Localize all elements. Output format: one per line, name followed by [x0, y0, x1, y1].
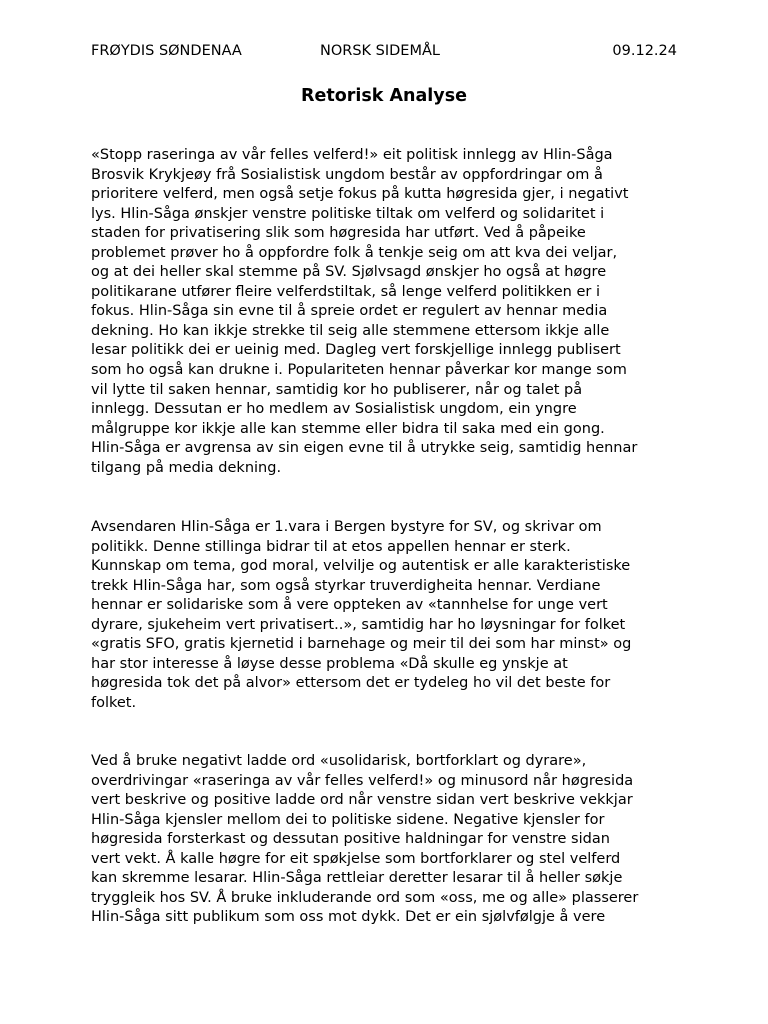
paragraph-line: «gratis SFO, gratis kjernetid i barnehage og meir til dei som har minst» og: [91, 636, 632, 653]
paragraph-line: Ved å bruke negativt ladde ord «usolidarisk, bortforklart og dyrare»,: [91, 753, 587, 769]
paragraph-line: Kunnskap om tema, god moral, velvilje og autentisk er alle karakteristiske: [91, 558, 631, 575]
paragraph-line: politikk. Denne stillinga bidrar til at etos appellen hennar er sterk.: [91, 538, 571, 555]
paragraph-line: Hlin-Såga er avgrensa av sin eigen evne til å utrykke seig, samtidig hennar: [91, 440, 638, 457]
paragraph-line: tryggleik hos SV. Å bruke inkluderande ord som «oss, me og alle» plasserer: [91, 889, 639, 906]
paragraph-line: høgresida forsterkast og dessutan positive haldningar for venstre sidan: [91, 831, 610, 848]
paragraph-line: hennar er solidariske som å vere oppteken av «tannhelse for unge vert: [91, 597, 608, 614]
paragraph-line: høgresida tok det på alvor» ettersom det er tydeleg ho vil det beste for: [91, 675, 611, 692]
document-date: 09.12.24: [612, 43, 677, 59]
paragraph-line: som ho også kan drukne i. Populariteten hennar påverkar kor mange som: [91, 362, 627, 379]
document-title: Retorisk Analyse: [300, 86, 467, 106]
paragraph-line: folket.: [91, 694, 137, 711]
paragraph-line: dyrare, sjukeheim vert privatisert..», samtidig har ho løysningar for folket: [91, 616, 626, 633]
paragraph-line: lys. Hlin-Såga ønskjer venstre politiske tiltak om velferd og solidaritet i: [91, 205, 605, 222]
paragraph-line: innlegg. Dessutan er ho medlem av Sosialistisk ungdom, ein yngre: [91, 401, 577, 418]
paragraph-line: kan skremme lesarar. Hlin-Såga rettleiar deretter lesarar til å heller søkje: [91, 870, 623, 887]
paragraph-line: har stor interesse å løyse desse problema «Då skulle eg ynskje at: [91, 655, 568, 672]
page-header: [91, 41, 677, 61]
paragraph-line: Hlin-Såga sitt publikum som oss mot dykk. Det er ein sjølvfølgje å vere: [91, 909, 606, 926]
paragraph-line: Brosvik Krykjeøy frå Sosialistisk ungdom består av oppfordringar om å: [91, 166, 603, 183]
paragraph-line: «Stopp raseringa av vår felles velferd!» eit politisk innlegg av Hlin-Såga: [91, 147, 613, 163]
paragraph-line: Avsendaren Hlin-Såga er 1.vara i Bergen bystyre for SV, og skrivar om: [91, 519, 602, 535]
paragraph-line: dekning. Ho kan ikkje strekke til seig alle stemmene ettersom ikkje alle: [91, 322, 610, 339]
paragraph-line: problemet prøver ho å oppfordre folk å tenkje seig om att kva dei veljar,: [91, 244, 618, 261]
paragraph-1: [91, 146, 691, 478]
author-name: FRØYDIS SØNDENAA: [91, 43, 242, 59]
paragraph-line: vil lytte til saken hennar, samtidig kor ho publiserer, når og talet på: [91, 381, 583, 398]
paragraph-line: prioritere velferd, men også setje fokus på kutta høgresida gjer, i negativt: [91, 186, 629, 203]
paragraph-line: trekk Hlin-Såga har, som også styrkar truverdigheita hennar. Verdiane: [91, 577, 601, 594]
paragraph-3: [91, 752, 691, 928]
paragraph-2: [91, 518, 691, 713]
paragraph-line: fokus. Hlin-Såga sin evne til å spreie ordet er regulert av hennar media: [91, 303, 608, 320]
paragraph-line: vert beskrive og positive ladde ord når venstre sidan vert beskrive vekkjar: [91, 792, 633, 809]
paragraph-line: tilgang på media dekning.: [91, 459, 282, 476]
paragraph-line: lesar politikk dei er ueinig med. Dagleg vert forskjellige innlegg publisert: [91, 342, 621, 359]
paragraph-line: overdrivingar «raseringa av vår felles velferd!» og minusord når høgresida: [91, 772, 634, 789]
paragraph-line: staden for privatisering slik som høgresida har utført. Ved å påpeike: [91, 225, 586, 242]
paragraph-line: og at dei heller skal stemme på SV. Sjølvsagd ønskjer ho også at høgre: [91, 264, 607, 281]
paragraph-line: Hlin-Såga kjensler mellom dei to politiske sidene. Negative kjensler for: [91, 811, 605, 828]
paragraph-line: politikarane utfører fleire velferdstiltak, så lenge velferd politikken er i: [91, 283, 600, 300]
paragraph-line: vert vekt. Å kalle høgre for eit spøkjelse som bortforklarer og stel velferd: [91, 850, 621, 867]
paragraph-line: målgruppe kor ikkje alle kan stemme eller bidra til saka med ein gong.: [91, 420, 605, 437]
subject-name: NORSK SIDEMÅL: [320, 43, 440, 59]
